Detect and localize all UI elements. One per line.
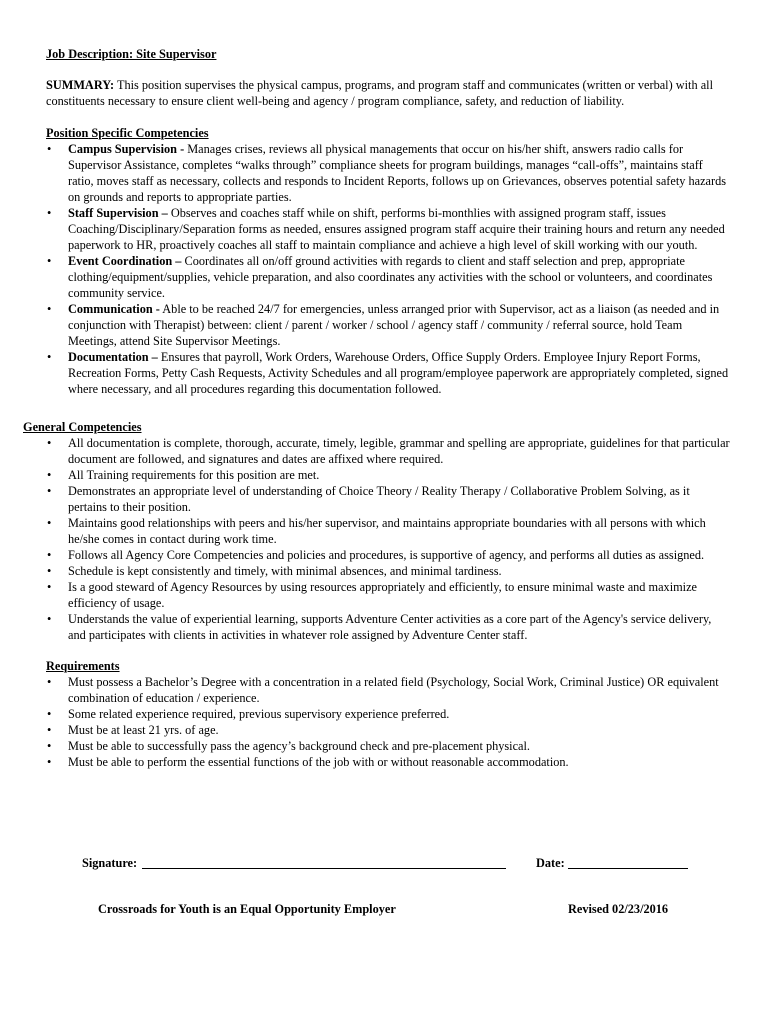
revised-date: Revised 02/23/2016 <box>568 902 669 916</box>
list-item: • All Training requirements for this position are met. <box>46 467 730 483</box>
list-item: • Follows all Agency Core Competencies and policies and procedures, is supportive of agency, and performs all duties as assigned. <box>46 547 730 563</box>
list-item: • Maintains good relationships with peers and his/her supervisor, and maintains appropriate boundaries with all persons with which he/she comes in contact during work time. <box>46 515 730 547</box>
summary-label: SUMMARY: <box>46 78 115 92</box>
requirements-list <box>46 674 730 770</box>
document-title: Job Description: Site Supervisor <box>46 47 217 61</box>
list-item: • Some related experience required, previous supervisory experience preferred. <box>46 706 730 722</box>
competency-text: Able to be reached 24/7 for emergencies, unless arranged prior with Supervisor, act as a liaison (as needed and in conjunction with Therapist) between: client / parent / worker / school / agency staff / community / referral source, hold Team Meetings, attend Site Supervisor Meetings. <box>68 302 720 348</box>
list-item: • Is a good steward of Agency Resources by using resources appropriately and efficiently, to ensure minimal waste and maximize efficiency of usage. <box>46 579 730 611</box>
list-item <box>46 349 730 397</box>
competency-term: Event Coordination – <box>68 254 182 268</box>
signature-line[interactable] <box>142 868 506 869</box>
summary-text: This position supervises the physical campus, programs, and program staff and communicates (written or verbal) with all constituents necessary to ensure client well-being and agency / program compliance, safety, and reduction of liability. <box>46 78 713 108</box>
general-competencies-heading: General Competencies <box>23 420 142 434</box>
list-item: • All documentation is complete, thorough, accurate, timely, legible, grammar and spelling are appropriate, guidelines for that particular document are followed, and signatures and dates are affixed where required. <box>46 435 730 467</box>
list-item <box>46 253 730 301</box>
list-item: • Must be able to successfully pass the agency’s background check and pre-placement physical. <box>46 738 730 754</box>
position-specific-heading: Position Specific Competencies <box>46 126 209 140</box>
competency-term: Communication - <box>68 302 160 316</box>
summary-paragraph <box>46 77 736 109</box>
competency-text: Ensures that payroll, Work Orders, Warehouse Orders, Office Supply Orders. Employee Injury Report Forms, Recreation Forms, Petty Cash Requests, Activity Schedules and all program/employee paperwork are appropriately completed, signed where necessary, and all procedures regarding this documentation followed. <box>68 350 729 396</box>
list-item: • Understands the value of experiential learning, supports Adventure Center activities as a core part of the Agency's service delivery, and participates with clients in activities in whatever role assigned by Adventure Center staff. <box>46 611 730 643</box>
competency-text: Manages crises, reviews all physical managements that occur on his/her shift, answers radio calls for Supervisor Assistance, completes “walks through” compliance sheets for program buildings, manages “call-offs”, maintains staff ratio, moves staff as necessary, collects and responds to Incident Reports, follows up on Grievances, observes potential safety hazards on grounds and reports to appropriate parties. <box>68 142 727 204</box>
list-item <box>46 141 730 205</box>
list-item: • Must be at least 21 yrs. of age. <box>46 722 730 738</box>
list-item <box>46 301 730 349</box>
date-line[interactable] <box>568 868 688 869</box>
list-item <box>46 205 730 253</box>
competency-term: Campus Supervision - <box>68 142 185 156</box>
date-label: Date: <box>536 856 565 870</box>
list-item: • Schedule is kept consistently and timely, with minimal absences, and minimal tardiness. <box>46 563 730 579</box>
general-competencies-list <box>46 435 730 643</box>
competency-term: Documentation – <box>68 350 158 364</box>
signature-label: Signature: <box>82 856 138 870</box>
requirements-heading: Requirements <box>46 659 120 673</box>
competency-term: Staff Supervision – <box>68 206 168 220</box>
position-specific-list <box>46 141 730 397</box>
list-item: • Must be able to perform the essential functions of the job with or without reasonable accommodation. <box>46 754 730 770</box>
competency-text: Coordinates all on/off ground activities with regards to client and staff selection and prep, appropriate clothing/equipment/supplies, vehicle preparation, and also coordinates any activities with the school or volunteers, and coordinates community service. <box>68 254 713 300</box>
competency-text: Observes and coaches staff while on shift, performs bi-monthlies with assigned program staff, issues Coaching/Disciplinary/Separation forms as needed, ensures assigned program staff acquire their training hours and return any needed paperwork to HR, proactively coaches all staff to maintain compliance and achieve a high level of skill working with our youth. <box>68 206 725 252</box>
list-item: • Demonstrates an appropriate level of understanding of Choice Theory / Reality Therapy / Collaborative Problem Solving, as it pertains to their position. <box>46 483 730 515</box>
employer-statement: Crossroads for Youth is an Equal Opportunity Employer <box>98 902 396 916</box>
list-item: • Must possess a Bachelor’s Degree with a concentration in a related field (Psychology, Social Work, Criminal Justice) OR equivalent combination of education / experience. <box>46 674 730 706</box>
